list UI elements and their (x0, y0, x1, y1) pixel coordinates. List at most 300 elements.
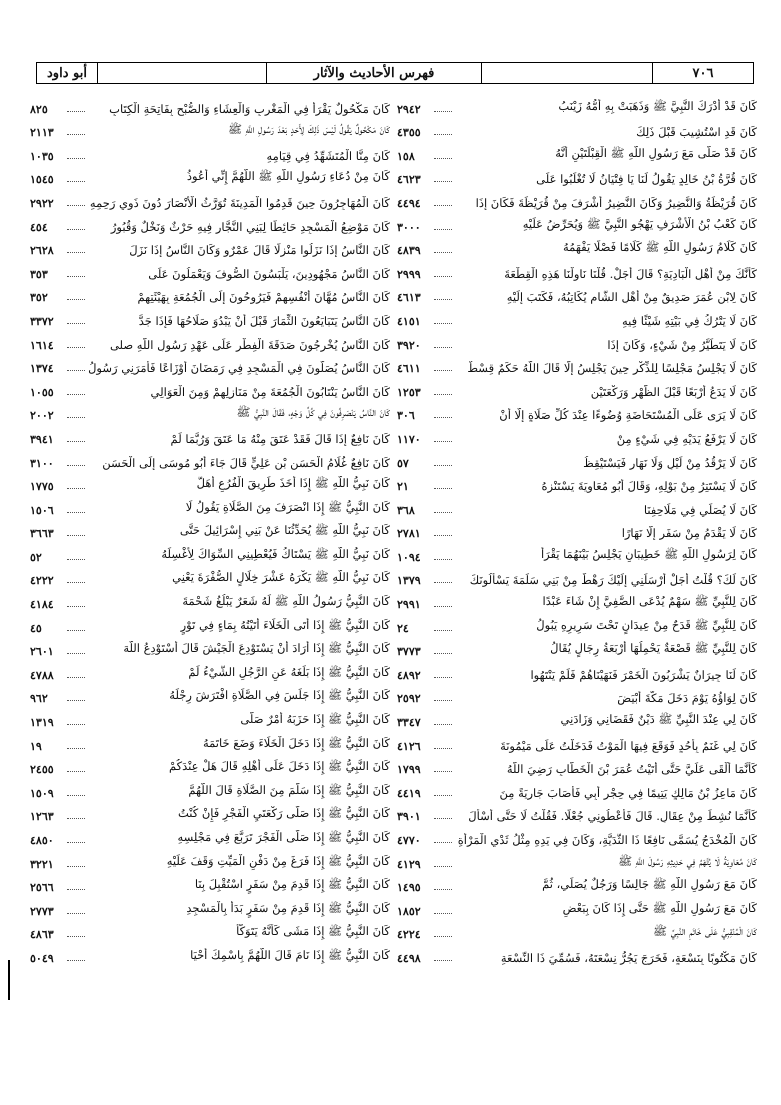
hadith-number: ٣٢٢١ (30, 857, 54, 871)
leader-dots (67, 842, 85, 843)
leader-dots (434, 677, 452, 678)
leader-dots (434, 889, 452, 890)
hadith-opening: كَانَ لَا يَرْقُدُ مِنْ لَيْلٍ وَلَا نَهَارٍ فَيَسْتَيْقِظُ (583, 455, 757, 470)
index-entry (397, 352, 757, 376)
hadith-opening: كَانَ لِلنَّبِيِّ ﷺ قَصْعَةٌ يَحْمِلُهَا أَرْبَعَةُ رِجَالٍ يُقَالُ (550, 641, 757, 656)
hadith-number: ١٥٤٥ (30, 173, 54, 187)
leader-dots (434, 205, 452, 206)
index-entry (30, 422, 390, 446)
leader-dots (67, 441, 85, 442)
hadith-number: ١٧٩٩ (397, 763, 421, 777)
leader-dots (67, 913, 85, 914)
hadith-number: ٢٩٩٩ (397, 267, 421, 281)
leader-dots (67, 936, 85, 937)
hadith-number: ٤٥ (30, 621, 42, 635)
hadith-opening: كَانَ النَّاسُ إِذَا نَزَلُوا مَنْزِلًا قَالَ عَمْرٌو وَكَانَ النَّاسُ إِذَا نَزَلَ (129, 243, 390, 258)
hadith-number: ٢٩٩١ (397, 598, 421, 612)
hadith-opening: كَانَ النَّبِيُّ ﷺ إِذَا نَامَ قَالَ اللَّهُمَّ بِاسْمِكَ أَحْيَا (190, 947, 390, 962)
index-entry (30, 399, 390, 423)
leader-dots (434, 134, 452, 135)
index-entry (397, 705, 757, 729)
index-entry (397, 564, 757, 588)
hadith-number: ٤١٥١ (397, 314, 421, 328)
index-entry (30, 186, 390, 210)
hadith-number: ٣٣٧٢ (30, 314, 54, 328)
leader-dots (434, 960, 452, 961)
index-entry (30, 375, 390, 399)
index-entry (397, 871, 757, 895)
hadith-number: ٥٧ (397, 456, 409, 470)
hadith-opening: كَانَ قَدْ أَدْرَكَ النَّبِيَّ ﷺ وَذَهَبَتْ بِهِ أُمُّهُ زَيْنَبُ (558, 98, 757, 113)
index-entry (30, 823, 390, 847)
right-column (397, 92, 757, 965)
hadith-opening: كَانَ نَبِيُّ اللَّهِ ﷺ يَسْتَاكُ فَيُعْطِينِي السِّوَاكَ لِأَغْسِلَهُ (161, 546, 390, 561)
hadith-number: ٢٤٥٥ (30, 763, 54, 777)
index-entry (397, 918, 757, 942)
leader-dots (67, 252, 85, 253)
index-entry (397, 517, 757, 541)
leader-dots (67, 630, 85, 631)
hadith-number: ٣٩٢٠ (397, 338, 421, 352)
hadith-number: ١٠٣٥ (30, 149, 54, 163)
hadith-opening: كَانَ النَّبِيُّ ﷺ إِذَا أَرَادَ أَنْ يَسْتَوْدِعَ الْجَيْشَ قَالَ أَسْتَوْدِعُ اللَّهَ (123, 641, 390, 656)
leader-dots (434, 488, 452, 489)
index-entry (397, 257, 757, 281)
hadith-number: ٣١٠٠ (30, 456, 54, 470)
leader-dots (67, 960, 85, 961)
leader-dots (67, 394, 85, 395)
hadith-number: ٢٧٧٣ (30, 904, 54, 918)
index-entry (397, 753, 757, 777)
leader-dots (434, 252, 452, 253)
hadith-number: ٣٦٨ (397, 503, 415, 517)
leader-dots (67, 347, 85, 348)
hadith-opening: كَانَ الْمُنْقِبِيُّ عَلَى خَاتَمِ النَّبِيِّ ﷺ (653, 924, 757, 939)
hadith-number: ٤٢٢٤ (397, 928, 421, 942)
hadith-number: ١٤٩٥ (397, 881, 421, 895)
hadith-number: ٩٦٢ (30, 692, 48, 706)
hadith-opening: كَانَ مَاعِزُ بْنُ مَالِكٍ يَتِيمًا فِي حِجْرِ أَبِي فَأَصَابَ جَارِيَةً مِنَ (499, 785, 757, 800)
hadith-number: ١٥٠٩ (30, 786, 54, 800)
leader-dots (67, 181, 85, 182)
leader-dots (434, 771, 452, 772)
index-entry (30, 941, 390, 965)
index-entry (397, 540, 757, 564)
hadith-opening: كَانَ النَّبِيُّ ﷺ إِذَا أَتَى الْخَلَاءَ أَتَيْتُهُ بِمَاءٍ فِي تَوْرٍ (180, 617, 390, 632)
leader-dots (434, 866, 452, 867)
hadith-opening: كَانَ نَبِيُّ اللَّهِ ﷺ يَكْرَهُ عَشْرَ خِلَالٍ الصُّفْرَةَ يَعْنِي (172, 570, 390, 585)
hadith-opening: كَانَ النَّبِيُّ ﷺ إِذَا حَزَبَهُ أَمْرٌ صَلَّى (240, 712, 390, 727)
leader-dots (67, 465, 85, 466)
index-entry (30, 540, 390, 564)
index-entry (397, 776, 757, 800)
index-entry (30, 352, 390, 376)
hadith-opening: كَانَ مُعَاوِيَةُ لَا يُتَّهَمُ فِي حَدِيثِهِ رَسُولَ اللَّهِ ﷺ (618, 853, 757, 868)
index-entry (397, 493, 757, 517)
hadith-number: ١٨٥٢ (397, 904, 421, 918)
hadith-number: ٣٦٦٣ (30, 527, 54, 541)
hadith-number: ٤٦١٣ (397, 291, 421, 305)
hadith-opening: كَأَنَّمَا أَلْقَى عَلَيَّ حَتَّى أَتَيْتُ عُمَرَ بْنَ الْخَطَّابِ رَضِيَ اللَّهُ (506, 762, 757, 777)
hadith-opening: كَانَ النَّبِيُّ ﷺ إِذَا دَخَلَ الْخَلَاءَ وَضَعَ خَاتَمَهُ (202, 735, 390, 750)
hadith-number: ٤٦١١ (397, 362, 421, 376)
hadith-number: ١٦١٤ (30, 338, 54, 352)
leader-dots (434, 347, 452, 348)
hadith-number: ٤٧٨٨ (30, 668, 54, 682)
leader-dots (434, 394, 452, 395)
hadith-number: ٣٥٣ (30, 267, 48, 281)
hadith-opening: كَانَ مَكْتُوبًا بِنَسْعَةٍ، فَخَرَجَ يَجُرُّ نِسْعَتَهُ، فَسُمِّيَ ذَا النِّسْعَةِ (500, 950, 757, 965)
hadith-number: ٥٠٤٩ (30, 951, 54, 965)
index-entry (30, 776, 390, 800)
index-entry (30, 635, 390, 659)
index-entry (397, 116, 757, 140)
leader-dots (434, 936, 452, 937)
leader-dots (434, 370, 452, 371)
hadith-number: ٣٠٠٠ (397, 220, 421, 234)
hadith-number: ١٥٠٦ (30, 503, 54, 517)
leader-dots (434, 653, 452, 654)
leader-dots (434, 441, 452, 442)
hadith-opening: كَانَ مَكْحُولٌ يَقُولُ لَيْسَ ذَلِكَ لِأَحَدٍ بَعْدَ رَسُولِ اللَّهِ ﷺ (228, 122, 390, 137)
index-entry (30, 729, 390, 753)
leader-dots (67, 771, 85, 772)
index-entry (397, 422, 757, 446)
leader-dots (434, 111, 452, 112)
hadith-number: ٤٨٦٣ (30, 928, 54, 942)
hadith-number: ٣٣٤٧ (397, 716, 421, 730)
hadith-number: ١١٧٠ (397, 432, 421, 446)
leader-dots (434, 724, 452, 725)
leader-dots (434, 582, 452, 583)
hadith-opening: كَانَ مَوْضِعُ الْمَسْجِدِ حَائِطًا لِبَنِي النَّجَّارِ فِيهِ حَرْثٌ وَنَخْلٌ وَقُبُورُ (110, 219, 390, 234)
hadith-number: ٢٦٠١ (30, 645, 54, 659)
hadith-opening: كَانَ لَا يَتَطَيَّرُ مِنْ شَيْءٍ، وَكَانَ إِذَا (607, 337, 757, 352)
hadith-opening: كَانَ الْمُخْدَجُ يُسَمَّى نَافِعًا ذَا الثُّدَيَّةِ، وَكَانَ فِي يَدِهِ مِثْلُ ثَدْيِ الْمَرْأَةِ (457, 833, 757, 847)
leader-dots (67, 370, 85, 371)
hadith-number: ٣٥٢ (30, 291, 48, 305)
index-entry (397, 611, 757, 635)
leader-dots (67, 818, 85, 819)
index-entry (397, 328, 757, 352)
index-entry (397, 823, 757, 847)
leader-dots (67, 299, 85, 300)
index-entry (30, 210, 390, 234)
hadith-number: ٢٠٠٢ (30, 409, 54, 423)
hadith-opening: كَانَ النَّبِيُّ ﷺ إِذَا دَخَلَ عَلَى أَهْلِهِ قَالَ هَلْ عِنْدَكُمْ (168, 759, 390, 774)
hadith-opening: كَانَ الْمُهَاجِرُونَ حِينَ قَدِمُوا الْمَدِينَةَ تُوَرَّثُ الْأَنْصَارَ دُونَ ذَوِي رَحِمِهِ (89, 195, 390, 210)
hadith-opening: كَانَ النَّبِيُّ ﷺ إِذَا سَلَّمَ مِنَ الصَّلَاةِ قَالَ اللَّهُمَّ (188, 782, 390, 797)
hadith-opening: كَانَ لِوَاؤُهُ يَوْمَ دَخَلَ مَكَّةَ أَبْيَضَ (617, 691, 757, 706)
index-entry (397, 210, 757, 234)
hadith-opening: كَانَ قَدْ صَلَّى مَعَ رَسُولِ اللَّهِ ﷺ الْقِبْلَتَيْنِ أَنَّهُ (555, 145, 757, 160)
hadith-opening: كَانَ النَّبِيُّ ﷺ إِذَا صَلَّى رَكْعَتَيِ الْفَجْرِ فَإِنْ كُنْتُ (177, 806, 390, 821)
index-entry (397, 658, 757, 682)
leader-dots (67, 276, 85, 277)
hadith-number: ٤١٨٤ (30, 598, 54, 612)
hadith-number: ٤٦٢٣ (397, 173, 421, 187)
leader-dots (434, 299, 452, 300)
hadith-opening: كَانَ لَا يَجْلِسُ مَجْلِسًا لِلذِّكْرِ حِينَ يَجْلِسُ إِلَّا قَالَ اللَّهُ حَكَمٌ قِسْطٌ (467, 361, 757, 376)
hadith-opening: كَانَ النَّبِيُّ ﷺ إِذَا مَشَى كَأَنَّهُ يَتَوَكَّأُ (236, 924, 390, 939)
index-entry (397, 375, 757, 399)
index-entry (397, 894, 757, 918)
leader-dots (434, 512, 452, 513)
index-entry (30, 611, 390, 635)
hadith-number: ٢٩٤٢ (397, 102, 421, 116)
hadith-opening: كَانَ النَّاسُ مَجْهُودِينَ، يَلْبَسُونَ الصُّوفَ وَيَعْمَلُونَ عَلَى (148, 266, 390, 281)
index-entry (397, 800, 757, 824)
leader-dots (67, 582, 85, 583)
index-entry (30, 163, 390, 187)
leader-dots (67, 653, 85, 654)
index-entry (30, 918, 390, 942)
hadith-opening: كَانَ مَعَ رَسُولِ اللَّهِ ﷺ جَالِسًا وَرَجُلٌ يُصَلِّي، ثُمَّ (542, 877, 757, 892)
leader-dots (67, 512, 85, 513)
hadith-opening: كَانَ لِرَسُولِ اللَّهِ ﷺ خَطِيبَانِ يَجْلِسُ بَيْنَهُمَا يَقْرَأُ (540, 546, 757, 561)
hadith-number: ٣٩٠١ (397, 810, 421, 824)
hadith-number: ٤٨٣٩ (397, 244, 421, 258)
hadith-number: ١٩ (30, 739, 42, 753)
hadith-number: ١٠٩٤ (397, 550, 421, 564)
hadith-opening: كَانَ النَّبِيُّ ﷺ إِذَا قَدِمَ مِنْ سَفَرٍ اسْتُقْبِلَ بِنَا (194, 877, 390, 892)
leader-dots (67, 700, 85, 701)
leader-dots (67, 488, 85, 489)
header-divider (481, 63, 652, 83)
index-entry (397, 281, 757, 305)
page-title: فهرس الأحاديث والآثار (266, 63, 481, 83)
leader-dots (67, 111, 85, 112)
hadith-opening: كَانَ لَا يَرْفَعُ يَدَيْهِ فِي شَيْءٍ مِنْ (616, 431, 757, 446)
hadith-number: ٣٠٦ (397, 409, 415, 423)
index-entry (397, 587, 757, 611)
hadith-number: ١٧٧٥ (30, 480, 54, 494)
hadith-opening: كَانَ كَعْبُ بْنُ الْأَشْرَفِ يَهْجُو النَّبِيَّ ﷺ وَيُحَرِّضُ عَلَيْهِ (522, 216, 757, 231)
hadith-opening: كَانَ نَافِعٌ غُلَامُ الْحَسَنِ بْنِ عَلِيٍّ قَالَ جَاءَ أَبُو مُوسَى إِلَى الْحَسَنِ (102, 455, 390, 470)
hadith-number: ٤٤٩٨ (397, 951, 421, 965)
page-number: ٧٠٦ (652, 63, 753, 83)
index-entry (397, 234, 757, 258)
hadith-number: ٤١٢٩ (397, 857, 421, 871)
hadith-opening: كَانَ لِابْنِ عُمَرَ صَدِيقٌ مِنْ أَهْلِ الشَّامِ يُكَاتِبُهُ، فَكَتَبَ إِلَيْهِ (506, 290, 757, 305)
leader-dots (434, 158, 452, 159)
hadith-opening: كَانَ لَكَ؟ قُلْتُ أَجَلْ أَرْسَلَنِي إِلَيْكَ رَهْطٌ مِنْ بَنِي سَلَمَةَ يَسْأَلُونَكَ (469, 573, 757, 588)
leader-dots (434, 842, 452, 843)
index-entry (30, 564, 390, 588)
leader-dots (67, 748, 85, 749)
index-entry (397, 92, 757, 116)
hadith-number: ١٣٧٩ (397, 574, 421, 588)
index-entry (397, 399, 757, 423)
hadith-opening: كَانَ النَّاسُ يُخْرِجُونَ صَدَقَةَ الْفِطْرِ عَلَى عَهْدِ رَسُولِ اللَّهِ صلى (109, 337, 390, 352)
leader-dots (434, 606, 452, 607)
hadith-opening: كَانَ لِي عِنْدَ النَّبِيِّ ﷺ دَيْنٌ فَقَضَانِي وَزَادَنِي (560, 712, 757, 727)
hadith-number: ٤٢٢٢ (30, 574, 54, 588)
hadith-number: ١٣٧٤ (30, 362, 54, 376)
leader-dots (67, 677, 85, 678)
leader-dots (434, 417, 452, 418)
hadith-opening: كَانَ النَّاسُ مُهَّانَ أَنْفُسِهِمْ فَيَرُوحُونَ إِلَى الْجُمُعَةِ بِهَيْئَتِهِمْ (137, 290, 390, 305)
leader-dots (434, 229, 452, 230)
hadith-number: ٤٤١٩ (397, 786, 421, 800)
hadith-number: ٤٥٤ (30, 220, 48, 234)
hadith-opening: كَانَ النَّاسُ يَتَبَايَعُونَ الثِّمَارَ قَبْلَ أَنْ يَبْدُوَ صَلَاحُهَا فَإِذَا جَدَّ (138, 313, 390, 328)
leader-dots (434, 795, 452, 796)
leader-dots (67, 724, 85, 725)
hadith-number: ٢٥٩٢ (397, 692, 421, 706)
hadith-number: ٢٤ (397, 621, 409, 635)
book-name: أبو داود (47, 65, 87, 81)
hadith-opening: كَانَ قَدِ اسْتُشِيبَ قَبْلَ ذَلِكَ (636, 125, 757, 140)
index-entry (397, 304, 757, 328)
hadith-opening: كَانَ مَكْحُولٌ يَقْرَأُ فِي الْمَغْرِبِ وَالْعِشَاءِ وَالصُّبْحِ بِفَاتِحَةِ الْكِتَابِ (109, 101, 390, 116)
leader-dots (434, 700, 452, 701)
leader-dots (434, 559, 452, 560)
index-entry (397, 635, 757, 659)
left-column (30, 92, 390, 965)
hadith-opening: كَانَ النَّبِيُّ ﷺ إِذَا جَلَسَ فِي الصَّلَاةِ افْتَرَشَ رِجْلَهُ (169, 688, 390, 703)
hadith-number: ٥٢ (30, 550, 42, 564)
index-entry (30, 116, 390, 140)
hadith-number: ٢٩٢٢ (30, 196, 54, 210)
index-entry (30, 705, 390, 729)
leader-dots (434, 818, 452, 819)
header-divider (97, 63, 266, 83)
index-entry (30, 92, 390, 116)
hadith-number: ٤٨٥٠ (30, 834, 54, 847)
index-entry (30, 328, 390, 352)
hadith-opening: كَانَ لِلنَّبِيِّ ﷺ قَدَحٌ مِنْ عِيدَانٍ تَحْتَ سَرِيرِهِ يَبُولُ (536, 617, 757, 632)
hadith-opening: كَانَ النَّبِيُّ ﷺ إِذَا فَرَغَ مِنْ دَفْنِ الْمَيِّتِ وَقَفَ عَلَيْهِ (166, 853, 390, 868)
leader-dots (67, 889, 85, 890)
hadith-opening: كَانَ لَا يَرَى عَلَى الْمُسْتَحَاضَةِ وُضُوءًا عِنْدَ كُلِّ صَلَاةٍ إِلَّا أَنْ (499, 408, 757, 423)
hadith-opening: كَانَ النَّاسُ يُصَلُّونَ فِي الْمَسْجِدِ فِي رَمَضَانَ أَوْزَاعًا فَأَمَرَنِي رَسُولُ (88, 361, 390, 376)
hadith-number: ٤٣٥٥ (397, 126, 421, 140)
hadith-opening: كَانَ النَّبِيُّ ﷺ إِذَا قَدِمَ مِنْ سَفَرٍ بَدَأَ بِالْمَسْجِدِ (186, 900, 390, 915)
hadith-opening: كَأَنَّمَا نُشِطَ مِنْ عِقَالٍ. قَالَ فَأَعْطُونِي جُعْلًا. فَقُلْتُ لَا حَتَّى أَسْأَلَ (468, 809, 757, 824)
hadith-number: ٢٥٦٦ (30, 881, 54, 895)
hadith-opening: كَانَ النَّاسُ يَنْصَرِفُونَ فِي كُلِّ وَجْهٍ، فَقَالَ النَّبِيُّ ﷺ (236, 405, 390, 420)
index-entry (397, 682, 757, 706)
hadith-opening: كَانَ مِنَّا الْمُتَشَهِّدُ فِي قِيَامِهِ (266, 148, 390, 163)
hadith-number: ١٢٥٣ (397, 385, 421, 399)
index-entry (397, 847, 757, 871)
hadith-opening: كَانَ لَا يَقْدَمُ مِنْ سَفَرٍ إِلَّا نَهَارًا (621, 526, 757, 541)
margin-mark (8, 960, 10, 1000)
hadith-number: ٨٢٥ (30, 102, 48, 116)
hadith-opening: كَانَ مَعَ رَسُولِ اللَّهِ ﷺ حَتَّى إِذَا كَانَ بِبَعْضِ (562, 900, 757, 915)
index-entry (397, 729, 757, 753)
index-entry (30, 304, 390, 328)
index-entry (397, 163, 757, 187)
hadith-opening: كَأَنَّكَ مِنْ أَهْلِ الْبَادِيَةِ؟ قَالَ أَجَلْ. قُلْنَا نَاوِلْنَا هَذِهِ الْقِطْعَةَ (504, 266, 757, 281)
index-entry (397, 941, 757, 965)
hadith-opening: كَانَ لَا يَتْرُكُ فِي بَيْتِهِ شَيْئًا فِيهِ (621, 313, 757, 328)
index-entry (397, 470, 757, 494)
index-entry (397, 186, 757, 210)
leader-dots (67, 535, 85, 536)
leader-dots (67, 417, 85, 418)
hadith-opening: كَانَ لَا يَدَعُ أَرْبَعًا قَبْلَ الظُّهْرِ وَرَكْعَتَيْنِ (590, 384, 757, 399)
leader-dots (67, 158, 85, 159)
index-entry (30, 894, 390, 918)
hadith-opening: كَانَ نَافِعٌ إِذَا قَالَ فَقَدْ عَتَقَ مِنْهُ مَا عَتَقَ وَرُبَّمَا لَمْ (170, 431, 390, 446)
hadith-number: ٣٩٤١ (30, 432, 54, 446)
hadith-opening: كَانَ لَا يَسْتَتِرُ مِنْ بَوْلِهِ، وَقَالَ أَبُو مُعَاوِيَةَ يَسْتَنْزِهُ (541, 479, 757, 494)
hadith-opening: كَانَ نَبِيُّ اللَّهِ ﷺ إِذَا أَخَذَ طَرِيقَ الْفُرُعِ أَهَلَّ (196, 476, 390, 491)
leader-dots (434, 630, 452, 631)
hadith-number: ٢٧٨١ (397, 527, 421, 541)
hadith-opening: كَانَ لَنَا جِيرَانٌ يَشْرَبُونَ الْخَمْرَ فَنَهَيْنَاهُمْ فَلَمْ يَنْتَهُوا (530, 667, 757, 682)
hadith-number: ١٣١٩ (30, 716, 54, 730)
index-entry (30, 682, 390, 706)
leader-dots (67, 205, 85, 206)
hadith-opening: كَانَ نَبِيُّ اللَّهِ ﷺ يُحَدِّثُنَا عَنْ بَنِي إِسْرَائِيلَ حَتَّى (179, 523, 390, 538)
leader-dots (434, 748, 452, 749)
hadith-number: ٤١٢٦ (397, 739, 421, 753)
leader-dots (67, 559, 85, 560)
page-header (36, 62, 754, 84)
hadith-opening: كَانَ لَا يُصَلِّي فِي مَلَاحِفِنَا (643, 502, 757, 517)
hadith-number: ٢١١٣ (30, 126, 54, 140)
hadith-number: ٢٦٢٨ (30, 244, 54, 258)
hadith-opening: كَانَ النَّبِيُّ ﷺ إِذَا انْصَرَفَ مِنَ الصَّلَاةِ يَقُولُ لَا (185, 499, 390, 514)
leader-dots (434, 181, 452, 182)
hadith-number: ٤٨٩٢ (397, 668, 421, 682)
index-entry (397, 446, 757, 470)
leader-dots (434, 465, 452, 466)
index-entry (30, 139, 390, 163)
leader-dots (67, 134, 85, 135)
index-entry (30, 234, 390, 258)
hadith-opening: كَانَ النَّاسُ يَنْتَابُونَ الْجُمُعَةَ مِنْ مَنَازِلِهِمْ وَمِنَ الْعَوَالِي (150, 384, 390, 399)
hadith-number: ٤٤٩٤ (397, 196, 421, 210)
leader-dots (434, 323, 452, 324)
hadith-number: ٤٧٧٠ (397, 834, 421, 847)
leader-dots (67, 795, 85, 796)
index-entry (30, 446, 390, 470)
index-entry (30, 800, 390, 824)
index-entry (30, 847, 390, 871)
index-entry (30, 587, 390, 611)
leader-dots (67, 606, 85, 607)
leader-dots (67, 229, 85, 230)
hadith-opening: كَانَ لِي غَنَمٌ بِأُحُدٍ فَوَقَعَ فِيهَا الْمَوْتُ فَدَخَلْتُ عَلَى مَيْمُونَةَ (500, 738, 757, 753)
hadith-opening: كَانَ النَّبِيُّ ﷺ إِذَا بَلَغَهُ عَنِ الرَّجُلِ الشَّيْءُ لَمْ (188, 664, 390, 679)
hadith-number: ٢١ (397, 480, 409, 494)
index-entry (30, 517, 390, 541)
leader-dots (434, 913, 452, 914)
index-entry (30, 470, 390, 494)
hadith-opening: كَانَ النَّبِيُّ رَسُولُ اللَّهِ ﷺ لَهُ شَعَرٌ يَبْلُغُ شَحْمَةَ (182, 594, 390, 609)
hadith-opening: كَانَ النَّبِيُّ ﷺ إِذَا صَلَّى الْفَجْرَ تَرَبَّعَ فِي مَجْلِسِهِ (177, 830, 390, 844)
index-entry (30, 257, 390, 281)
leader-dots (434, 535, 452, 536)
hadith-opening: كَانَ لِلنَّبِيِّ ﷺ سَهْمٌ يُدْعَى الصَّفِيَّ إِنْ شَاءَ عَبْدًا (542, 594, 757, 609)
index-entry (30, 281, 390, 305)
hadith-number: ١٢٦٣ (30, 810, 54, 824)
leader-dots (67, 866, 85, 867)
hadith-opening: كَانَ كَلَامُ رَسُولِ اللَّهِ ﷺ كَلَامًا فَصْلًا يَفْهَمُهُ (563, 240, 757, 255)
hadith-number: ١٠٥٥ (30, 385, 54, 399)
leader-dots (434, 276, 452, 277)
leader-dots (67, 323, 85, 324)
hadith-opening: كَانَ قُرَّةُ بْنُ خَالِدٍ يَقُولُ لَنَا يَا فِتْيَانُ لَا تُغْلَبُوا عَلَى (536, 172, 757, 187)
index-entry (30, 493, 390, 517)
hadith-opening: كَانَ قُرَيْظَةُ وَالنَّضِيرُ وَكَانَ النَّضِيرُ أَشْرَفَ مِنْ قُرَيْظَةَ فَكَانَ إِذَا (475, 195, 757, 210)
hadith-opening: كَانَ مِنْ دُعَاءِ رَسُولِ اللَّهِ ﷺ اللَّهُمَّ إِنِّي أَعُوذُ (186, 169, 390, 184)
hadith-number: ٣٧٧٣ (397, 645, 421, 659)
